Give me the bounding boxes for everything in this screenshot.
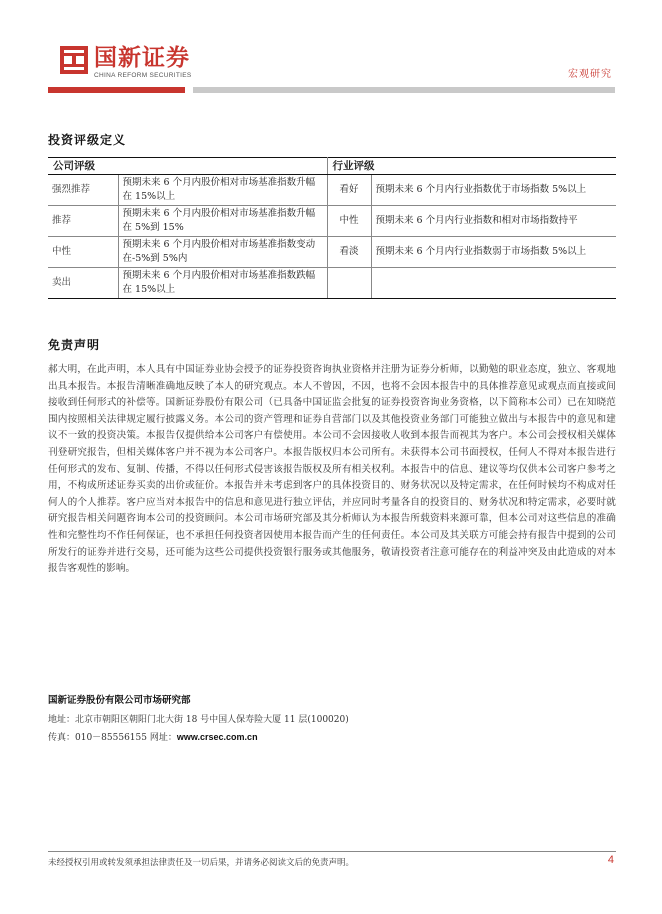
section-tag: 宏观研究 [568, 69, 612, 80]
disclaimer-body: 郝大明，在此声明，本人具有中国证券业协会授予的证券投资咨询执业资格并注册为证券分析师，以勤勉的职业态度，独立、客观地出具本报告。本报告清晰准确地反映了本人的研究观点。本人不曾因，不因，也将不会因本报告中的具体推荐意见或观点而直接或间接收到任何形式的补偿等。国新证券股份有限公司（已具备中国证监会批复的证券投资咨询业务资格，以下简称本公司）已在知晓范围内按照相关法律规定履行披露义务。本公司的资产管理和证券自营部门以及其他投资业务部门可能独立做出与本报告中的意见和建议不一致的投资决策。本报告仅提供给本公司客户有偿使用。本公司不会因接收人收到本报告而视其为客户。本公司会授权相关媒体刊登研究报告，但相关媒体客户并不视为本公司客户。本报告版权归本公司所有。未获得本公司书面授权，任何人不得对本报告进行任何形式的发布、复制、传播，不得以任何形式侵害该报告版权及所有相关权利。本报告中的信息、建议等均仅供本公司客户参考之用，不构成所述证券买卖的出价或征价。本报告并未考虑到客户的具体投资目的、财务状况以及特定需求，在任何时候均不构成对任何人的个人推荐。客户应当对本报告中的信息和意见进行独立评估，并应同时考量各自的投资目的、财务状况和特定需求，必要时就研究报告相关问题咨询本公司的投资顾问。本公司市场研究部及其分析师认为本报告所载资料来源可靠，但本公司对这些信息的准确性和完整性均不作任何保证，也不承担任何投资者因使用本报告而产生的任何责任。本公司及其关联方可能会持有报告中提到的公司所发行的证券并进行交易，还可能为这些公司提供投资银行服务或其他服务，敬请投资者注意可能存在的利益冲突及由此造成的对本报告客观性的影响。 [48, 364, 616, 575]
company-rating-label: 卖出 [48, 268, 118, 299]
disclaimer-title: 免责声明 [48, 338, 101, 352]
industry-rating-header: 行业评级 [327, 158, 616, 175]
industry-rating-desc: 预期未来 6 个月内行业指数弱于市场指数 5%以上 [371, 237, 616, 268]
company-rating-label: 推荐 [48, 206, 118, 237]
logo-text-cn: 国新证券 [94, 45, 190, 71]
industry-rating-desc: 预期未来 6 个月内行业指数优于市场指数 5%以上 [371, 175, 616, 206]
page-number: 4 [607, 854, 614, 866]
table-row [48, 206, 616, 237]
company-logo [60, 46, 192, 79]
industry-rating-desc [371, 268, 616, 299]
page-header [0, 0, 662, 100]
industry-rating-label: 看淡 [327, 237, 371, 268]
industry-rating-label: 看好 [327, 175, 371, 206]
industry-rating-label [327, 268, 371, 299]
company-rating-header: 公司评级 [48, 158, 327, 175]
rating-table [48, 157, 616, 299]
company-rating-desc: 预期未来 6 个月内股价相对市场基准指数升幅在 15%以上 [118, 175, 327, 206]
header-bar-red [48, 87, 185, 93]
industry-rating-desc: 预期未来 6 个月内行业指数和相对市场指数持平 [371, 206, 616, 237]
rating-title: 投资评级定义 [48, 133, 127, 147]
rating-table-header [48, 158, 616, 175]
logo-mark-icon [60, 46, 88, 74]
header-bar-gray [193, 87, 615, 93]
footer-notice: 未经授权引用或转发须承担法律责任及一切后果，并请务必阅读文后的免责声明。 [48, 858, 355, 868]
table-row [48, 175, 616, 206]
contact-address: 地址：北京市朝阳区朝阳门北大街 18 号中国人保寿险大厦 11 层(100020) [48, 715, 349, 725]
company-rating-label: 强烈推荐 [48, 175, 118, 206]
company-rating-desc: 预期未来 6 个月内股价相对市场基准指数升幅在 5%到 15% [118, 206, 327, 237]
company-rating-label: 中性 [48, 237, 118, 268]
contact-website-link[interactable]: www.crsec.com.cn [176, 732, 258, 742]
footer-divider [48, 851, 616, 852]
contact-company: 国新证券股份有限公司市场研究部 [48, 695, 191, 706]
logo-text-en: CHINA REFORM SECURITIES [94, 72, 192, 79]
table-row [48, 268, 616, 299]
contact-phone-web [48, 730, 258, 743]
table-row [48, 237, 616, 268]
industry-rating-label: 中性 [327, 206, 371, 237]
contact-phone: 传真：010－85556155 网址： [48, 733, 177, 743]
company-rating-desc: 预期未来 6 个月内股价相对市场基准指数跌幅在 15%以上 [118, 268, 327, 299]
company-rating-desc: 预期未来 6 个月内股价相对市场基准指数变动在-5%到 5%内 [118, 237, 327, 268]
